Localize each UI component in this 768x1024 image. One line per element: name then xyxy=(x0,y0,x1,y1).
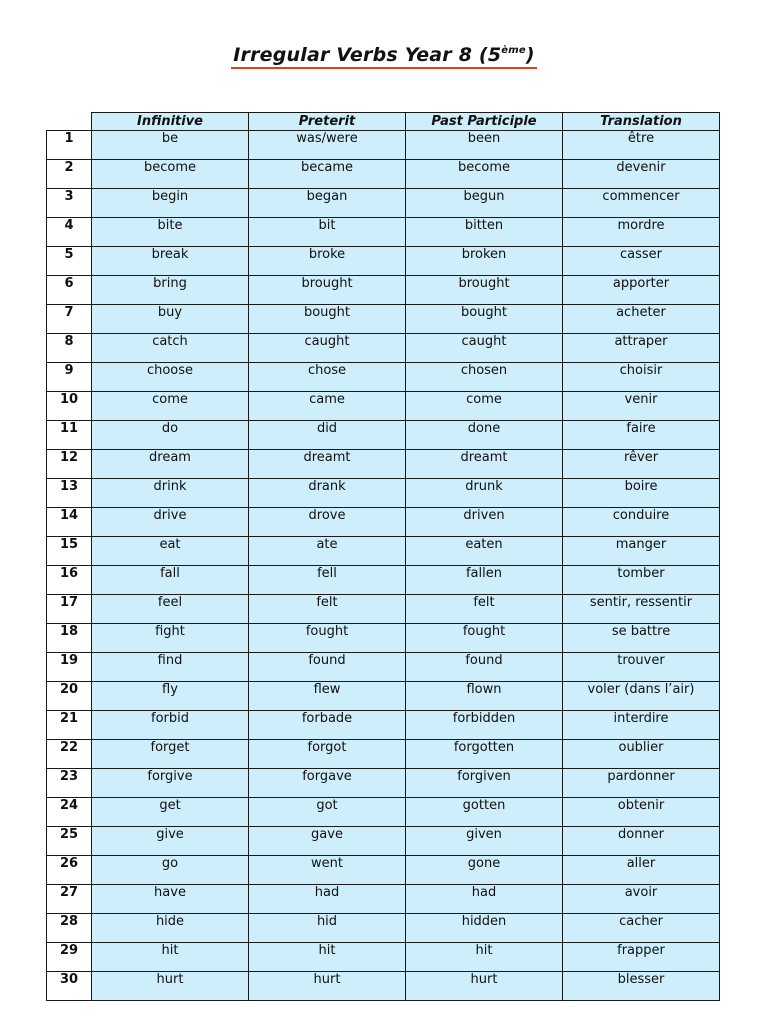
past-participle-cell: driven xyxy=(406,508,563,537)
translation-cell: sentir, ressentir xyxy=(563,595,720,624)
translation-cell: attraper xyxy=(563,334,720,363)
table-row xyxy=(47,218,720,247)
past-participle-cell: forgotten xyxy=(406,740,563,769)
table-row xyxy=(47,363,720,392)
infinitive-cell: forget xyxy=(92,740,249,769)
preterit-cell: forgot xyxy=(249,740,406,769)
row-number: 2 xyxy=(47,160,92,189)
row-number: 17 xyxy=(47,595,92,624)
table-row xyxy=(47,392,720,421)
preterit-cell: hurt xyxy=(249,972,406,1001)
page-title-text xyxy=(231,44,536,69)
table-row xyxy=(47,566,720,595)
infinitive-cell: bring xyxy=(92,276,249,305)
infinitive-cell: hurt xyxy=(92,972,249,1001)
infinitive-cell: fly xyxy=(92,682,249,711)
row-number: 20 xyxy=(47,682,92,711)
preterit-cell: dreamt xyxy=(249,450,406,479)
translation-cell: avoir xyxy=(563,885,720,914)
infinitive-cell: begin xyxy=(92,189,249,218)
translation-cell: manger xyxy=(563,537,720,566)
translation-cell: devenir xyxy=(563,160,720,189)
preterit-cell: came xyxy=(249,392,406,421)
row-number: 14 xyxy=(47,508,92,537)
infinitive-cell: forbid xyxy=(92,711,249,740)
infinitive-cell: forgive xyxy=(92,769,249,798)
translation-cell: casser xyxy=(563,247,720,276)
verbs-table xyxy=(46,112,720,1001)
table-row xyxy=(47,653,720,682)
infinitive-cell: hide xyxy=(92,914,249,943)
preterit-cell: drank xyxy=(249,479,406,508)
row-number: 4 xyxy=(47,218,92,247)
infinitive-cell: hit xyxy=(92,943,249,972)
past-participle-cell: bitten xyxy=(406,218,563,247)
preterit-cell: was/were xyxy=(249,131,406,160)
past-participle-cell: fought xyxy=(406,624,563,653)
infinitive-cell: go xyxy=(92,856,249,885)
preterit-cell: got xyxy=(249,798,406,827)
preterit-cell: did xyxy=(249,421,406,450)
infinitive-cell: fight xyxy=(92,624,249,653)
table-row xyxy=(47,305,720,334)
row-number: 29 xyxy=(47,943,92,972)
translation-cell: voler (dans l’air) xyxy=(563,682,720,711)
header-infinitive: Infinitive xyxy=(92,113,249,131)
page-title xyxy=(0,44,768,69)
header-preterit: Preterit xyxy=(249,113,406,131)
table-row xyxy=(47,508,720,537)
past-participle-cell: fallen xyxy=(406,566,563,595)
preterit-cell: fell xyxy=(249,566,406,595)
infinitive-cell: choose xyxy=(92,363,249,392)
row-number: 3 xyxy=(47,189,92,218)
table-row xyxy=(47,421,720,450)
table-row xyxy=(47,827,720,856)
translation-cell: tomber xyxy=(563,566,720,595)
row-number: 9 xyxy=(47,363,92,392)
translation-cell: conduire xyxy=(563,508,720,537)
infinitive-cell: break xyxy=(92,247,249,276)
translation-cell: boire xyxy=(563,479,720,508)
table-row xyxy=(47,885,720,914)
translation-cell: se battre xyxy=(563,624,720,653)
header-past-participle: Past Participle xyxy=(406,113,563,131)
table-row xyxy=(47,450,720,479)
infinitive-cell: come xyxy=(92,392,249,421)
infinitive-cell: give xyxy=(92,827,249,856)
translation-cell: commencer xyxy=(563,189,720,218)
infinitive-cell: bite xyxy=(92,218,249,247)
row-number: 24 xyxy=(47,798,92,827)
table-row xyxy=(47,276,720,305)
row-number: 15 xyxy=(47,537,92,566)
table-row xyxy=(47,537,720,566)
table-row xyxy=(47,740,720,769)
row-number: 1 xyxy=(47,131,92,160)
table-row xyxy=(47,189,720,218)
table-row xyxy=(47,914,720,943)
past-participle-cell: begun xyxy=(406,189,563,218)
header-row xyxy=(47,113,720,131)
preterit-cell: felt xyxy=(249,595,406,624)
table-row xyxy=(47,856,720,885)
table-row xyxy=(47,682,720,711)
translation-cell: donner xyxy=(563,827,720,856)
preterit-cell: gave xyxy=(249,827,406,856)
past-participle-cell: felt xyxy=(406,595,563,624)
preterit-cell: bought xyxy=(249,305,406,334)
translation-cell: venir xyxy=(563,392,720,421)
past-participle-cell: hidden xyxy=(406,914,563,943)
row-number: 27 xyxy=(47,885,92,914)
past-participle-cell: bought xyxy=(406,305,563,334)
title-superscript: ème xyxy=(501,45,526,56)
past-participle-cell: chosen xyxy=(406,363,563,392)
past-participle-cell: come xyxy=(406,392,563,421)
infinitive-cell: have xyxy=(92,885,249,914)
past-participle-cell: forgiven xyxy=(406,769,563,798)
translation-cell: frapper xyxy=(563,943,720,972)
preterit-cell: caught xyxy=(249,334,406,363)
past-participle-cell: brought xyxy=(406,276,563,305)
translation-cell: oublier xyxy=(563,740,720,769)
preterit-cell: ate xyxy=(249,537,406,566)
table-row xyxy=(47,769,720,798)
row-number: 19 xyxy=(47,653,92,682)
preterit-cell: forgave xyxy=(249,769,406,798)
preterit-cell: drove xyxy=(249,508,406,537)
row-number: 25 xyxy=(47,827,92,856)
past-participle-cell: found xyxy=(406,653,563,682)
preterit-cell: bit xyxy=(249,218,406,247)
translation-cell: acheter xyxy=(563,305,720,334)
infinitive-cell: be xyxy=(92,131,249,160)
translation-cell: obtenir xyxy=(563,798,720,827)
preterit-cell: forbade xyxy=(249,711,406,740)
table-row xyxy=(47,798,720,827)
preterit-cell: became xyxy=(249,160,406,189)
row-number: 6 xyxy=(47,276,92,305)
infinitive-cell: fall xyxy=(92,566,249,595)
past-participle-cell: had xyxy=(406,885,563,914)
row-number: 7 xyxy=(47,305,92,334)
past-participle-cell: flown xyxy=(406,682,563,711)
past-participle-cell: done xyxy=(406,421,563,450)
past-participle-cell: given xyxy=(406,827,563,856)
translation-cell: aller xyxy=(563,856,720,885)
table-row xyxy=(47,247,720,276)
translation-cell: cacher xyxy=(563,914,720,943)
row-number: 22 xyxy=(47,740,92,769)
table-row xyxy=(47,972,720,1001)
infinitive-cell: feel xyxy=(92,595,249,624)
row-number: 8 xyxy=(47,334,92,363)
row-number: 26 xyxy=(47,856,92,885)
past-participle-cell: eaten xyxy=(406,537,563,566)
infinitive-cell: drive xyxy=(92,508,249,537)
preterit-cell: brought xyxy=(249,276,406,305)
table-row xyxy=(47,131,720,160)
table-row xyxy=(47,624,720,653)
header-translation: Translation xyxy=(563,113,720,131)
past-participle-cell: dreamt xyxy=(406,450,563,479)
translation-cell: trouver xyxy=(563,653,720,682)
title-main: Irregular Verbs Year 8 (5 xyxy=(233,44,502,66)
table-row xyxy=(47,943,720,972)
row-number: 12 xyxy=(47,450,92,479)
past-participle-cell: gotten xyxy=(406,798,563,827)
table-row xyxy=(47,334,720,363)
past-participle-cell: hurt xyxy=(406,972,563,1001)
preterit-cell: had xyxy=(249,885,406,914)
past-participle-cell: drunk xyxy=(406,479,563,508)
row-number: 18 xyxy=(47,624,92,653)
row-number: 28 xyxy=(47,914,92,943)
infinitive-cell: dream xyxy=(92,450,249,479)
preterit-cell: began xyxy=(249,189,406,218)
infinitive-cell: buy xyxy=(92,305,249,334)
translation-cell: faire xyxy=(563,421,720,450)
past-participle-cell: been xyxy=(406,131,563,160)
row-number: 23 xyxy=(47,769,92,798)
infinitive-cell: find xyxy=(92,653,249,682)
preterit-cell: hit xyxy=(249,943,406,972)
preterit-cell: chose xyxy=(249,363,406,392)
verbs-body xyxy=(47,131,720,1001)
preterit-cell: flew xyxy=(249,682,406,711)
table-row xyxy=(47,711,720,740)
title-close: ) xyxy=(525,44,535,66)
row-number: 30 xyxy=(47,972,92,1001)
row-number: 11 xyxy=(47,421,92,450)
preterit-cell: found xyxy=(249,653,406,682)
preterit-cell: hid xyxy=(249,914,406,943)
translation-cell: apporter xyxy=(563,276,720,305)
infinitive-cell: do xyxy=(92,421,249,450)
past-participle-cell: become xyxy=(406,160,563,189)
translation-cell: être xyxy=(563,131,720,160)
translation-cell: blesser xyxy=(563,972,720,1001)
past-participle-cell: forbidden xyxy=(406,711,563,740)
table-row xyxy=(47,595,720,624)
infinitive-cell: eat xyxy=(92,537,249,566)
row-number: 21 xyxy=(47,711,92,740)
infinitive-cell: get xyxy=(92,798,249,827)
row-number: 16 xyxy=(47,566,92,595)
translation-cell: rêver xyxy=(563,450,720,479)
past-participle-cell: broken xyxy=(406,247,563,276)
infinitive-cell: become xyxy=(92,160,249,189)
preterit-cell: fought xyxy=(249,624,406,653)
row-number: 13 xyxy=(47,479,92,508)
translation-cell: choisir xyxy=(563,363,720,392)
translation-cell: pardonner xyxy=(563,769,720,798)
translation-cell: mordre xyxy=(563,218,720,247)
past-participle-cell: caught xyxy=(406,334,563,363)
past-participle-cell: gone xyxy=(406,856,563,885)
row-number: 5 xyxy=(47,247,92,276)
translation-cell: interdire xyxy=(563,711,720,740)
past-participle-cell: hit xyxy=(406,943,563,972)
table-row xyxy=(47,160,720,189)
row-number: 10 xyxy=(47,392,92,421)
table-row xyxy=(47,479,720,508)
preterit-cell: broke xyxy=(249,247,406,276)
infinitive-cell: drink xyxy=(92,479,249,508)
header-corner xyxy=(47,113,92,131)
preterit-cell: went xyxy=(249,856,406,885)
infinitive-cell: catch xyxy=(92,334,249,363)
